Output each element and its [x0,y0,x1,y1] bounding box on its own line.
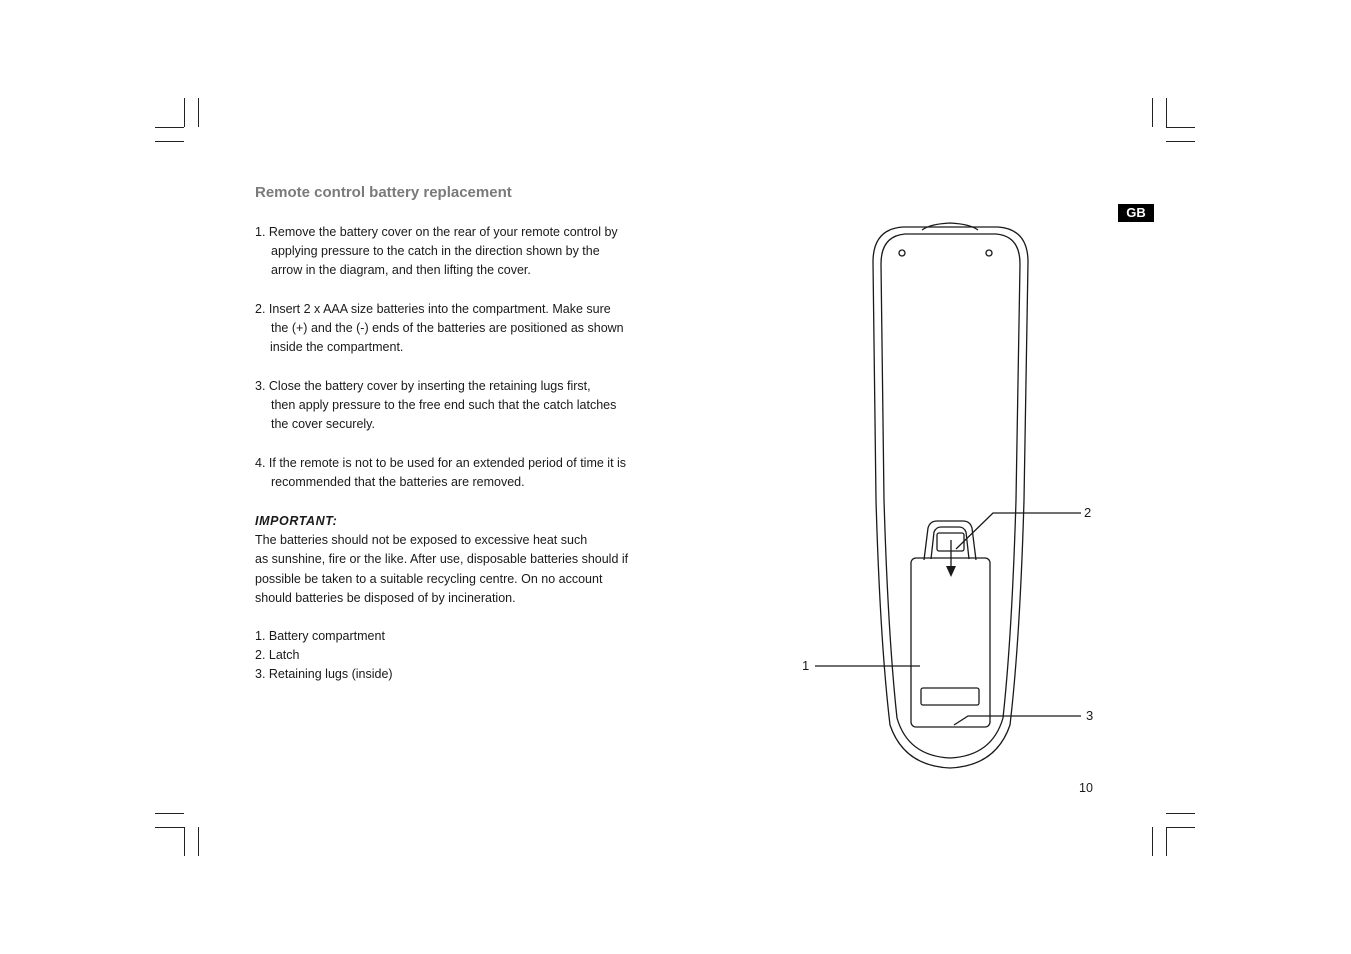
screw-hole-left [899,250,905,256]
step-1-line-1: 1. Remove the battery cover on the rear of your remote control by [255,225,618,239]
step-4-line-2: recommended that the batteries are removed. [271,475,525,490]
leader-line-2 [956,513,1081,549]
battery-cover-grip [921,688,979,705]
step-3-line-2: then apply pressure to the free end such that the catch latches [271,398,617,413]
step-3-line-3: the cover securely. [271,417,375,432]
step-2-line-3: inside the compartment. [270,340,404,355]
remote-body-outline [873,227,1028,768]
step-2-line-2: the (+) and the (-) ends of the batteries are positioned as shown [271,321,624,336]
important-line-1: The batteries should not be exposed to excessive heat such [255,533,588,548]
important-line-2: as sunshine, fire or the like. After use, disposable batteries should if [255,552,629,567]
callout-label-2: 2 [1084,505,1092,520]
important-line-4: should batteries be disposed of by incineration. [255,590,516,605]
step-1-line-2: applying pressure to the catch in the direction shown by the [271,244,600,259]
language-badge: GB [1118,204,1154,222]
battery-cover [911,558,990,727]
step-3-line-1: 3. Close the battery cover by inserting the retaining lugs first, [255,379,591,393]
latch-direction-arrow-head [946,566,956,577]
important-line-3: possible be taken to a suitable recycling centre. On no account [255,571,603,586]
leader-line-3 [954,716,1081,725]
legend-item-2: 2. Latch [255,648,300,663]
step-4-line-1: 4. If the remote is not to be used for an extended period of time it is [255,456,627,470]
step-2-line-1: 2. Insert 2 x AAA size batteries into the compartment. Make sure [255,302,611,316]
callout-label-3: 3 [1086,708,1094,723]
screw-hole-right [986,250,992,256]
page-number: 10 [1079,781,1093,795]
legend-item-1: 1. Battery compartment [255,629,385,643]
callout-label-1: 1 [802,658,810,673]
important-heading: IMPORTANT: [255,514,338,528]
legend-item-3: 3. Retaining lugs (inside) [255,667,393,682]
remote-body-inner-outline [881,234,1020,758]
step-1-line-3: arrow in the diagram, and then lifting the cover. [271,263,531,278]
section-title: Remote control battery replacement [255,184,512,201]
